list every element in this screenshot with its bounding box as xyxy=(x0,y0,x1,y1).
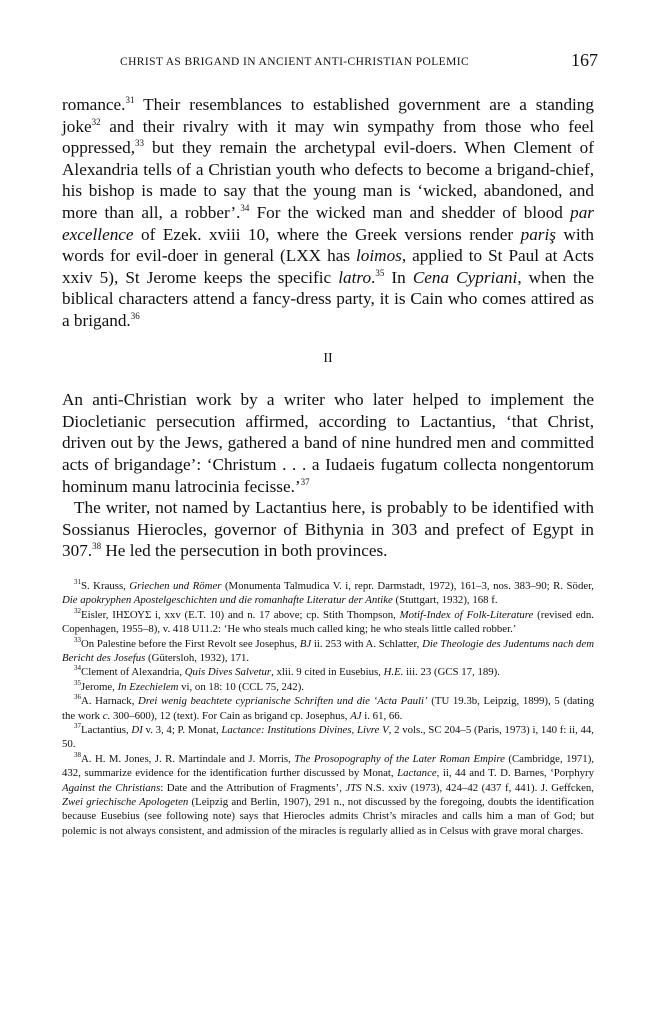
text-run: (Stuttgart, 1932), 168 f. xyxy=(392,594,498,607)
paragraph xyxy=(62,497,594,562)
text-run: For the wicked man and shedder of blood xyxy=(249,202,571,222)
italic-run: BJ xyxy=(299,637,312,650)
italic-run: DI xyxy=(131,723,143,736)
text-run: He led the persecution in both provinces. xyxy=(101,541,388,561)
text-run: S. Krauss, xyxy=(81,579,130,592)
note-number: 31 xyxy=(125,95,135,105)
text-run: In xyxy=(384,267,413,287)
text-run: ii. 253 with A. Schlatter, xyxy=(311,637,423,650)
italic-run: Lactance: Institutions Divines, Livre V xyxy=(221,723,389,736)
text-run: N.S. xxiv (1973), 424–42 (437 f, 441). J. Geffcken, xyxy=(361,781,594,794)
italic-run: In Ezechielem xyxy=(117,680,179,693)
italic-run: c. xyxy=(102,709,111,722)
note-number: 31 xyxy=(74,577,81,586)
text-run: v. 3, 4; P. Monat, xyxy=(142,723,222,736)
italic-run: loimos xyxy=(356,246,402,266)
text-run: with words for evil-doer in general (LXX has xyxy=(62,224,594,266)
footnote xyxy=(62,752,594,838)
note-number: 33 xyxy=(135,138,145,149)
footnote xyxy=(62,694,594,723)
italic-run: Die Theologie des Judentums nach dem Bericht des Josefus xyxy=(62,637,595,664)
note-number: 33 xyxy=(74,635,81,644)
text-run: (revised edn. Copenhagen, 1955–8), v. 418 U11.2: ‘He who steals much called king; he who steals little called robber.’ xyxy=(62,608,594,636)
text-run: and their rivalry with it may win sympathy from those who feel oppressed, xyxy=(62,116,594,158)
italic-run: latro xyxy=(338,267,372,287)
text-run: . xyxy=(371,267,376,287)
footnote xyxy=(62,723,594,752)
italic-run: par excellence xyxy=(62,202,594,244)
text-run: A. Harnack, xyxy=(81,695,139,708)
italic-run: Die apokryphen Apostelgeschichten und die romanhafte Literatur der Antike xyxy=(62,594,393,607)
text-run: i. 61, 66. xyxy=(361,709,403,722)
text-run: , applied to St Paul at Acts xxiv 5), St Jerome keeps the specific xyxy=(62,246,594,287)
italic-run: JTS xyxy=(345,781,362,794)
text-run: : Date and the Attribution of Fragments’, xyxy=(160,781,346,794)
footnote xyxy=(62,665,594,679)
paragraph xyxy=(62,389,594,497)
text-run: , xlii. 9 cited in Eusebius, xyxy=(271,666,384,679)
note-number: 35 xyxy=(375,267,385,278)
text-run: Lactantius, xyxy=(81,723,132,736)
italic-run: Griechen und Römer xyxy=(129,579,222,592)
running-title: CHRIST AS BRIGAND IN ANCIENT ANTI-CHRISTIAN POLEMIC xyxy=(120,56,470,68)
footnote xyxy=(62,680,594,694)
text-run: (Cambridge, 1971), 432, summarize evidence for the identification further discussed by Monat, xyxy=(62,752,594,780)
note-number: 32 xyxy=(91,116,101,127)
running-head xyxy=(62,48,598,72)
italic-run: The Prosopography of the Later Roman Empire xyxy=(294,752,505,765)
text-run: , 2 vols., SC 204–5 (Paris, 1973) i, 140 f: ii, 44, 50. xyxy=(62,723,594,751)
note-number: 32 xyxy=(74,606,81,615)
page-number: 167 xyxy=(571,50,598,70)
italic-run: Drei wenig beachtete cyprianische Schriften und die ‘Acta Pauli’ xyxy=(138,695,428,708)
italic-run: Cena Cypriani xyxy=(412,267,518,287)
italic-run: Lactance xyxy=(397,767,437,780)
text-run: , when the biblical characters attend a fancy-dress party, it is Cain who comes attired as a brigand. xyxy=(62,267,594,330)
text-run: (Gütersloh, 1932), 171. xyxy=(145,651,250,664)
text-run: of Ezek. xviii 10, where the Greek versions render xyxy=(133,224,521,244)
section-heading: II xyxy=(323,350,333,366)
italic-run: H.E. xyxy=(383,666,404,679)
note-number: 37 xyxy=(300,476,310,487)
body-text xyxy=(62,94,594,562)
note-number: 37 xyxy=(74,721,81,730)
text-run: (TU 19.3b, Leipzig, 1899), 5 (dating the work xyxy=(62,695,594,722)
text-run: An anti-Christian work by a writer who later helped to implement the Diocletianic persecution affirmed, according to Lactantius, ‘that Christ, driven out by the Jews, gathered a band of nine hundred men and committed acts of brigandage’: ‘Christum . . . a Iudaeis fugatum collecta nongentorum hominum manu latrocinia fecisse.’ xyxy=(62,390,594,496)
footnote xyxy=(62,637,594,666)
text-run: but they remain the archetypal evil-doers. When Clement of Alexandria tells of a Christian youth who defects to become a brigand-chief, his bishop is made to say that the young man is ‘wicked, abandoned, and more than all, a robber’. xyxy=(62,138,594,222)
text-run: A. H. M. Jones, J. R. Martindale and J. Morris, xyxy=(81,752,295,765)
note-number: 36 xyxy=(130,310,140,321)
note-number: 35 xyxy=(74,678,81,687)
footnotes xyxy=(62,579,594,838)
text-run: vi, on 18: 10 (CCL 75, 242). xyxy=(178,680,304,693)
note-number: 34 xyxy=(240,202,250,213)
note-number: 36 xyxy=(74,693,81,702)
text-run: Eisler, ΙΗΣΟΥΣ i, xxv (E.T. 10) and n. 17 above; cp. Stith Thompson, xyxy=(81,608,400,621)
italic-run: Zwei griechische Apologeten xyxy=(62,795,189,808)
text-run: The writer, not named by Lactantius here, is probably to be identified with Sossianus Hierocles, governor of Bithynia in 303 and prefect of Egypt in 307. xyxy=(62,498,594,561)
note-number: 38 xyxy=(92,541,102,552)
footnote xyxy=(62,608,594,637)
text-run: Clement of Alexandria, xyxy=(81,666,185,679)
italic-run: Motif-Index of Folk-Literature xyxy=(399,608,534,621)
italic-run: AJ xyxy=(350,709,362,722)
italic-run: pariş xyxy=(520,224,556,244)
note-number: 34 xyxy=(74,664,81,673)
text-run: romance. xyxy=(62,95,126,114)
text-run: On Palestine before the First Revolt see Josephus, xyxy=(81,637,300,650)
text-run: 300–600), 12 (text). For Cain as brigand cp. Josephus, xyxy=(110,709,351,722)
text-run: Jerome, xyxy=(81,680,118,693)
text-run: iii. 23 (GCS 17, 189). xyxy=(403,666,500,679)
text-run: , ii, 44 and T. D. Barnes, ‘Porphyry xyxy=(436,767,594,780)
text-run: (Leipzig and Berlin, 1907), 291 n., not discussed by the foregoing, doubts the identification because Eusebius (see following note) says that Hierocles admits Christ’s miracles and calls him a man of God; but polemic is not always consistent, and admission of the miracles is regularly allied as in Celsus with grave moral charges. xyxy=(62,795,594,837)
footnote xyxy=(62,579,594,608)
text-run: (Monumenta Talmudica V. i, repr. Darmstadt, 1972), 161–3, nos. 383–90; R. Söder, xyxy=(221,579,594,592)
book-page xyxy=(62,48,598,838)
italic-run: Against the Christians xyxy=(62,781,161,794)
text-run: Their resemblances to established government are a standing joke xyxy=(62,95,594,136)
paragraph xyxy=(62,94,594,332)
note-number: 38 xyxy=(74,750,81,759)
italic-run: Quis Dives Salvetur xyxy=(184,666,272,679)
